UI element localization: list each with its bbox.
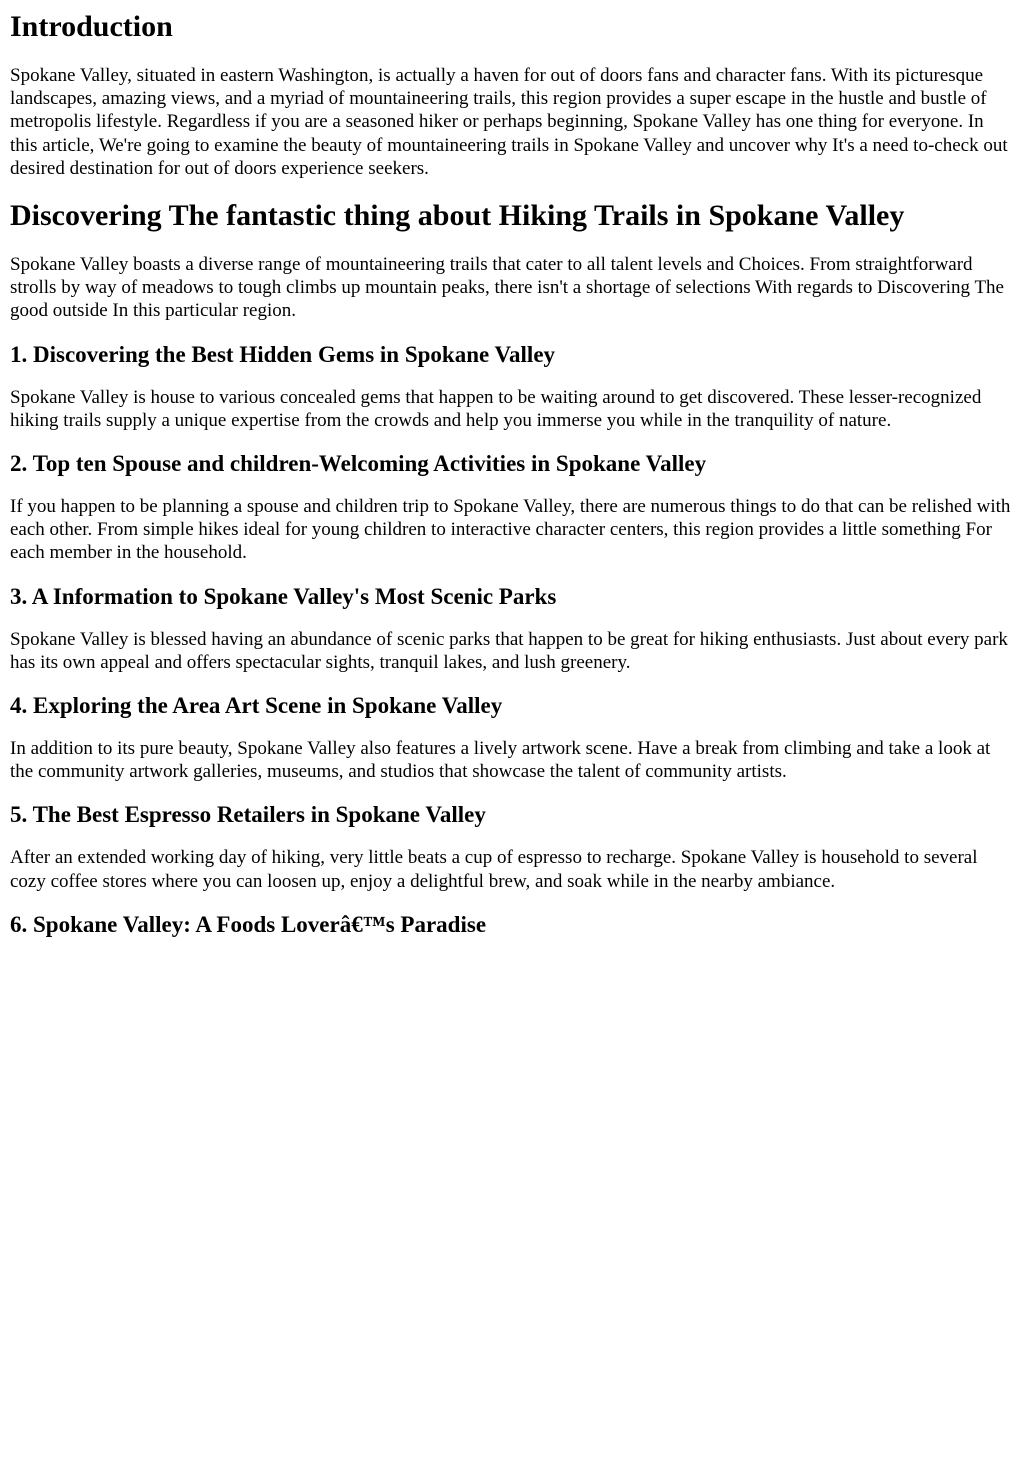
section-heading-3: 3. A Information to Spokane Valley's Most Scenic Parks — [10, 583, 557, 609]
section-heading-4: 4. Exploring the Area Art Scene in Spokane Valley — [10, 693, 503, 719]
section-heading-5: 5. The Best Espresso Retailers in Spokane Valley — [10, 802, 486, 828]
section-paragraph-2: If you happen to be planning a spouse and children trip to Spokane Valley, there are numerous things to do that can be relished with each other. From simple hikes ideal for young children to interactive character centers, this region provides a little something For each member in the household. — [10, 496, 1011, 564]
section-heading-2: 2. Top ten Spouse and children-Welcoming Activities in Spokane Valley — [10, 451, 707, 477]
intro-heading: Introduction — [10, 10, 173, 43]
main-heading: Discovering The fantastic thing about Hiking Trails in Spokane Valley — [10, 199, 905, 233]
section-paragraph-4: In addition to its pure beauty, Spokane Valley also features a lively artwork scene. Have a break from climbing and take a look at the community artwork galleries, museums, and studios that showcase the talent of community artists. — [10, 738, 991, 783]
section-paragraph-3: Spokane Valley is blessed having an abundance of scenic parks that happen to be great for hiking enthusiasts. Just about every park has its own appeal and offers spectacular sights, tranquil lakes, and lush greenery. — [10, 628, 1008, 673]
section-heading-1: 1. Discovering the Best Hidden Gems in Spokane Valley — [10, 341, 556, 367]
section-heading-6: 6. Spokane Valley: A Foods Loverâ€™s Paradise — [10, 911, 487, 937]
section-paragraph-1: Spokane Valley is house to various concealed gems that happen to be waiting around to get discovered. These lesser-recognized hiking trails supply a unique expertise from the crowds and help you immerse you while in the tranquility of nature. — [10, 386, 982, 431]
section-paragraph-5: After an extended working day of hiking, very little beats a cup of espresso to recharge. Spokane Valley is household to several cozy coffee stores where you can loosen up, enjoy a delightful brew, and soak while in the nearby ambiance. — [10, 847, 978, 892]
intro-paragraph: Spokane Valley, situated in eastern Washington, is actually a haven for out of doors fans and character fans. With its picturesque landscapes, amazing views, and a myriad of mountaineering trails, this region provides a super escape in the hustle and bustle of metropolis lifestyle. Regardless if you are a seasoned hiker or perhaps beginning, Spokane Valley has one thing for everyone. In this article, We're going to examine the beauty of mountaineering trails in Spokane Valley and uncover why It's a need to-check out desired destination for out of doors experience seekers. — [10, 65, 1008, 179]
article — [0, 10, 1024, 938]
main-paragraph: Spokane Valley boasts a diverse range of mountaineering trails that cater to all talent levels and Choices. From straightforward strolls by way of meadows to tough climbs up mountain peaks, there isn't a shortage of selections With regards to Discovering The good outside In this particular region. — [10, 254, 1004, 322]
